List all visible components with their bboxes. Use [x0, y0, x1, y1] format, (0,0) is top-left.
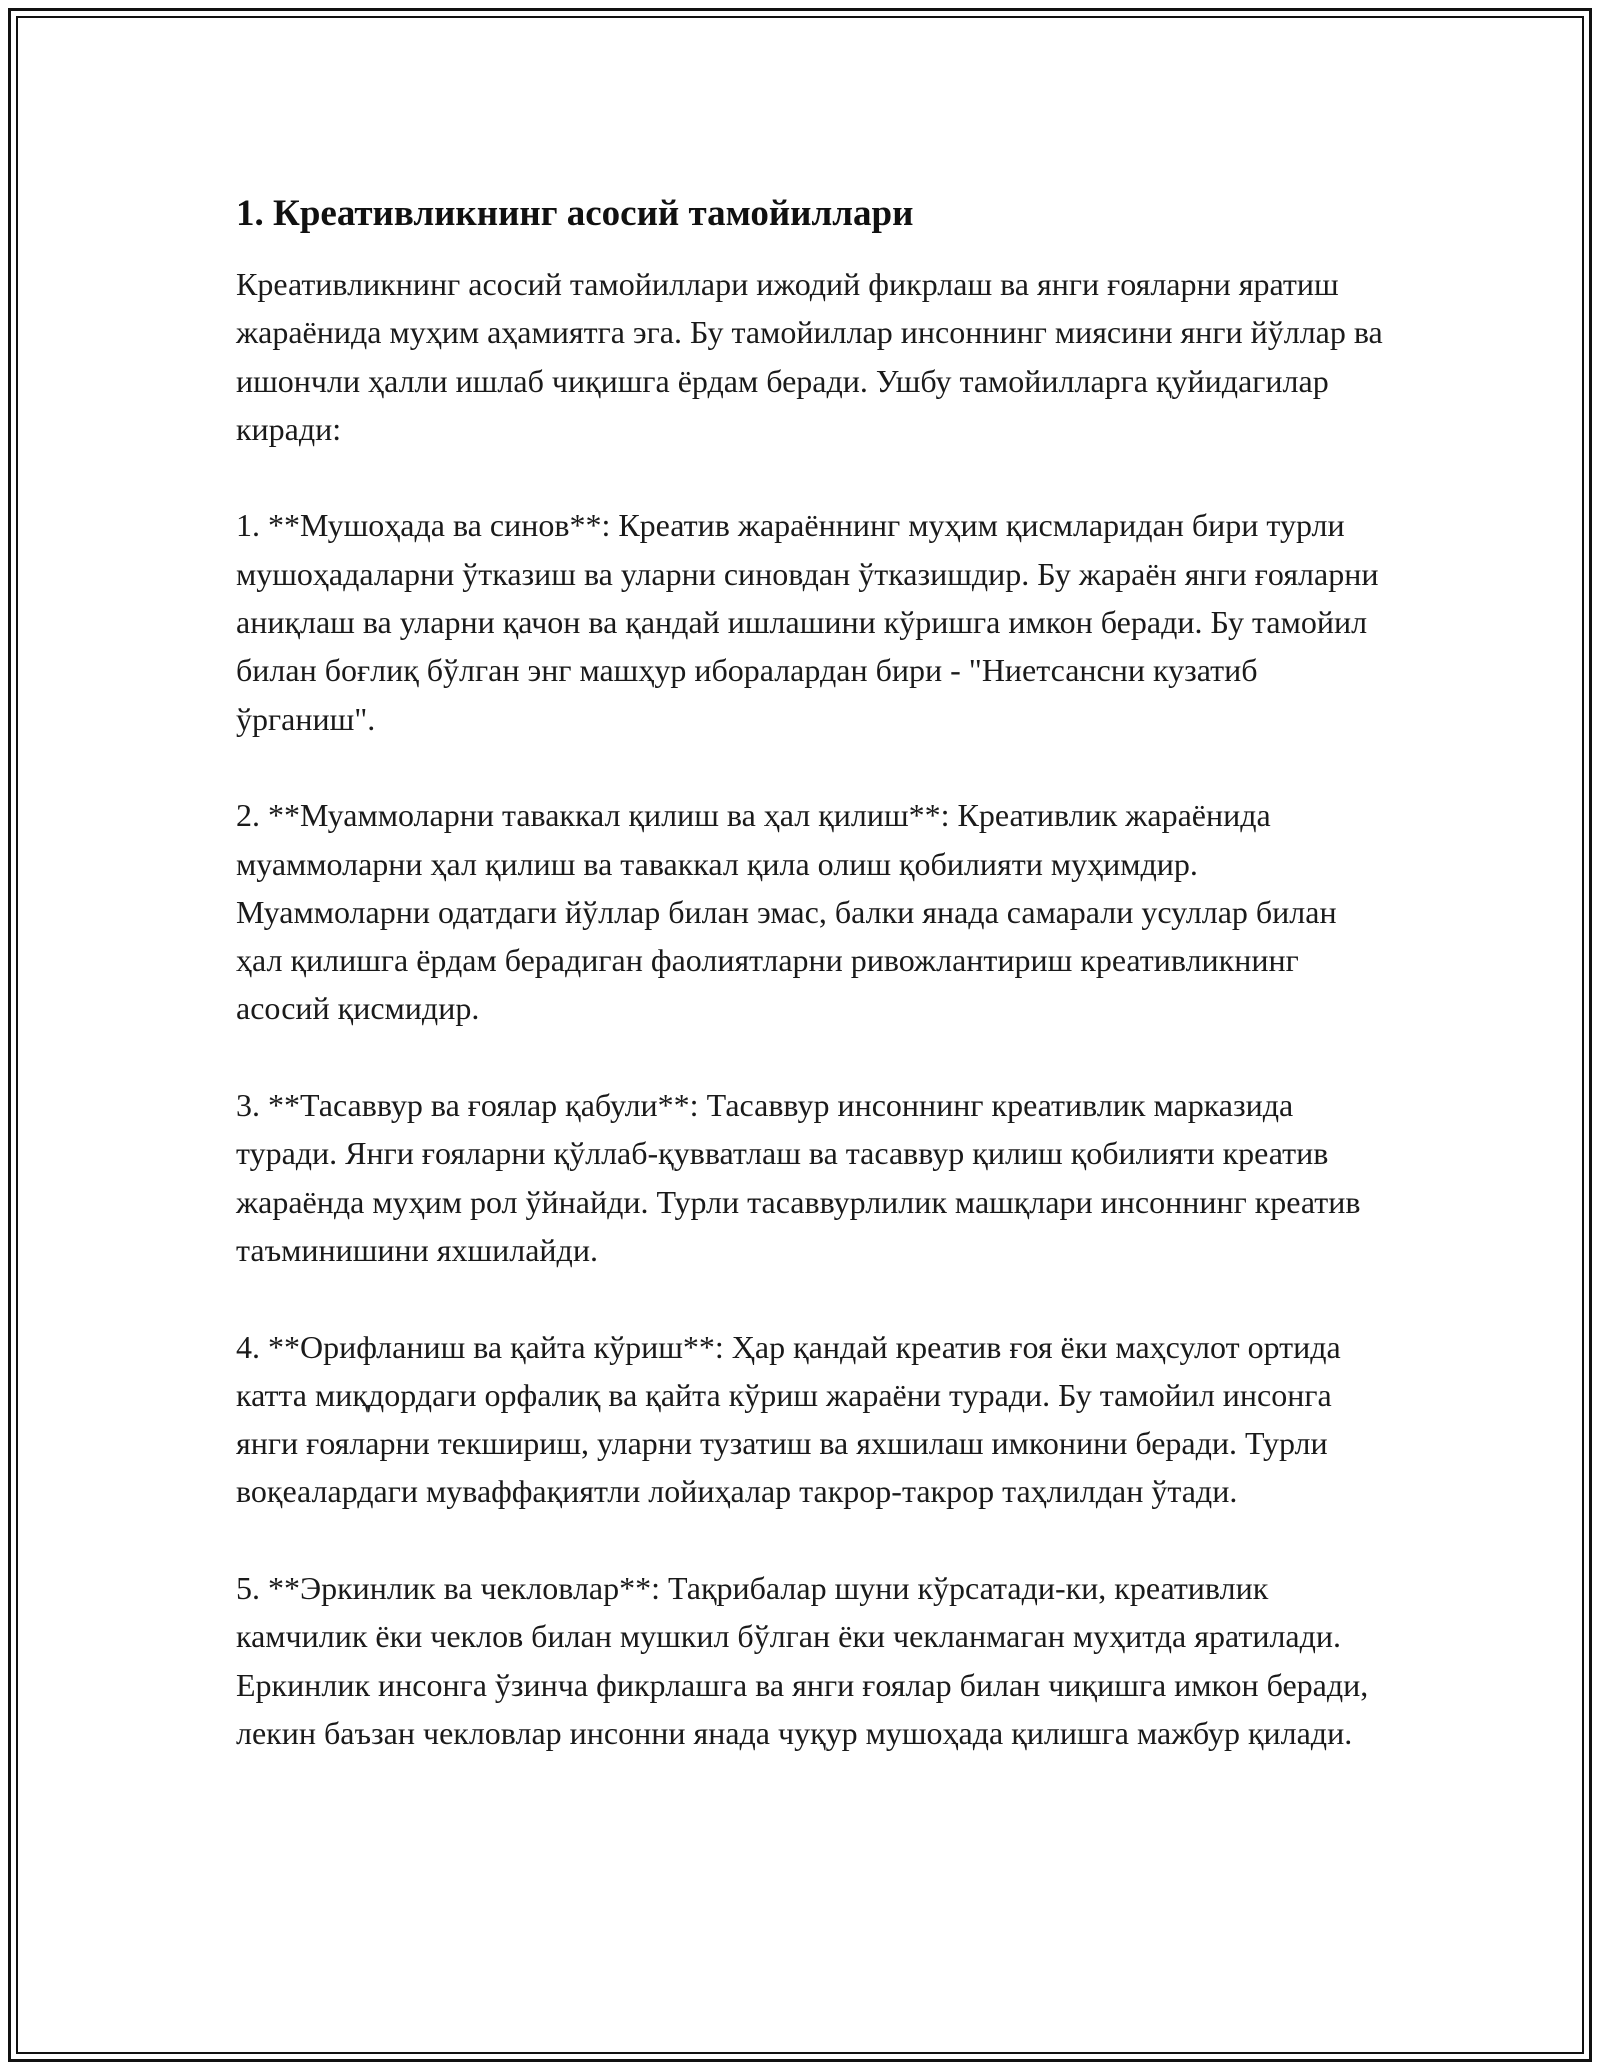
principle-paragraph-3: 3. **Тасаввур ва ғоялар қабули**: Тасаввур инсоннинг креативлик марказида туради. Янги ғояларни қўллаб-қувватлаш ва тасаввур қилиш қобилияти креатив жараёнда муҳим рол ўйнайди. Турли тасаввурлилик машқлари инсоннинг креатив таъминишини яхшилайди. [236, 1087, 1361, 1268]
document-body [236, 186, 1386, 1806]
intro-paragraph: Креативликнинг асосий тамойиллари ижодий фикрлаш ва янги ғояларни яратиш жараёнида муҳим аҳамиятга эга. Бу тамойиллар инсоннинг миясини янги йўллар ва ишончли ҳалли ишлаб чиқишга ёрдам беради. Ушбу тамойилларга қуйидагилар киради: [236, 266, 1383, 447]
principle-paragraph-4: 4. **Орифланиш ва қайта кўриш**: Ҳар қандай креатив ғоя ёки маҳсулот ортида катта миқдордаги орфалиқ ва қайта кўриш жараёни туради. Бу тамойил инсонга янги ғояларни текшириш, уларни тузатиш ва яхшилаш имконини беради. Турли воқеалардаги муваффақиятли лойиҳалар такрор-такрор таҳлилдан ўтади. [236, 1328, 1341, 1510]
principle-paragraph-2: 2. **Муаммоларни таваккал қилиш ва ҳал қилиш**: Креативлик жараёнида муаммоларни ҳал қилиш ва таваккал қила олиш қобилияти муҳимдир. Муаммоларни одатдаги йўллар билан эмас, балки янада самарали усуллар билан ҳал қилишга ёрдам берадиган фаолиятларни ривожлантириш креативликнинг асосий қисмидир. [236, 797, 1337, 1027]
principle-paragraph-5: 5. **Эркинлик ва чекловлар**: Тақрибалар шуни кўрсатади-ки, креативлик камчилик ёки чеклов билан мушкил бўлган ёки чекланмаган муҳитда яратилади. Еркинлик инсонга ўзинча фикрлашга ва янги ғоялар билан чиқишга имкон беради, лекин баъзан чекловлар инсонни янада чуқур мушоҳада қилишга мажбур қилади. [236, 1570, 1369, 1751]
section-title: 1. Креативликнинг асосий тамойиллари [236, 193, 914, 234]
principle-paragraph-1: 1. **Мушоҳада ва синов**: Креатив жараённинг муҳим қисмларидан бири турли мушоҳадаларни ўтказиш ва уларни синовдан ўтказишдир. Бу жараён янги ғояларни аниқлаш ва уларни қачон ва қандай ишлашини кўришга имкон беради. Бу тамойил билан боғлиқ бўлган энг машҳур иборалардан бири - "Ниетсансни кузатиб ўрганиш". [236, 507, 1379, 737]
